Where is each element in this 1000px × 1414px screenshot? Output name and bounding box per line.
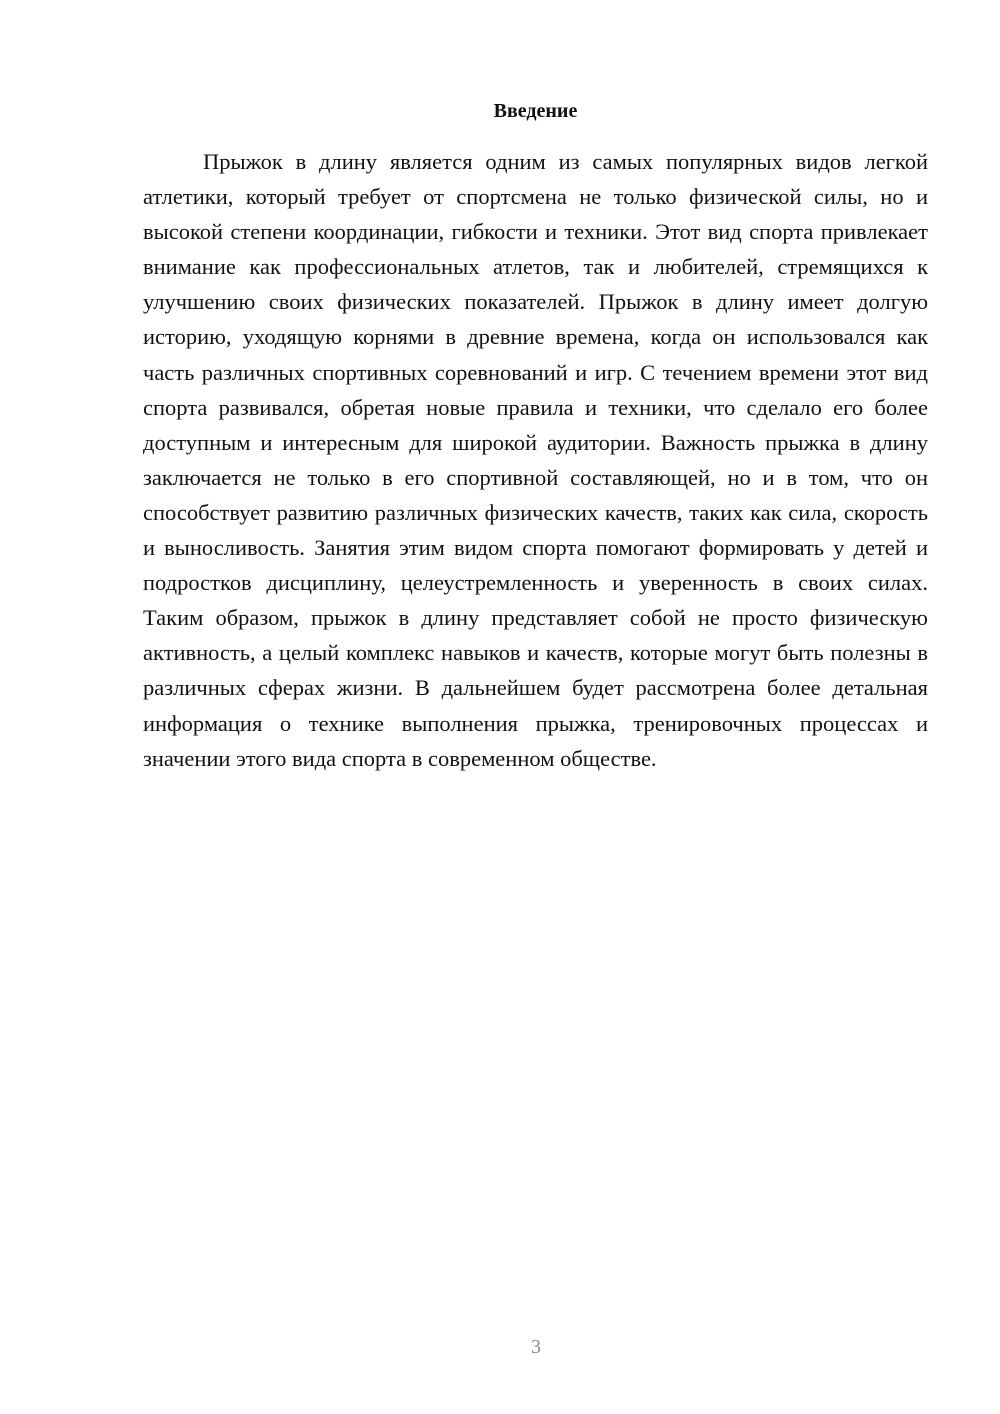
page-number: 3 — [531, 1336, 541, 1358]
body-paragraph: Прыжок в длину является одним из самых популярных видов легкой атлетики, который требует от спортсмена не только физической силы, но и высокой степени координации, гибкости и техники. Этот вид спорта привлекает внимание как профессиональных атлетов, так и любителей, стремящихся к улучшению своих физических показателей. Прыжок в длину имеет долгую историю, уходящую корнями в древние времена, когда он использовался как часть различных спортивных соревнований и игр. С течением времени этот вид спорта развивался, обретая новые правила и техники, что сделало его более доступным и интересным для широкой аудитории. Важность прыжка в длину заключается не только в его спортивной составляющей, но и в том, что он способствует развитию различных физических качеств, таких как сила, скорость и выносливость. Занятия этим видом спорта помогают формировать у детей и подростков дисциплину, целеустремленность и уверенность в своих силах. Таким образом, прыжок в длину представляет собой не просто физическую активность, а целый комплекс навыков и качеств, которые могут быть полезны в различных сферах жизни. В дальнейшем будет рассмотрена более детальная информация о технике выполнения прыжка, тренировочных процессах и значении этого вида спорта в современном обществе. — [143, 149, 928, 771]
section-heading: Введение — [493, 100, 578, 122]
